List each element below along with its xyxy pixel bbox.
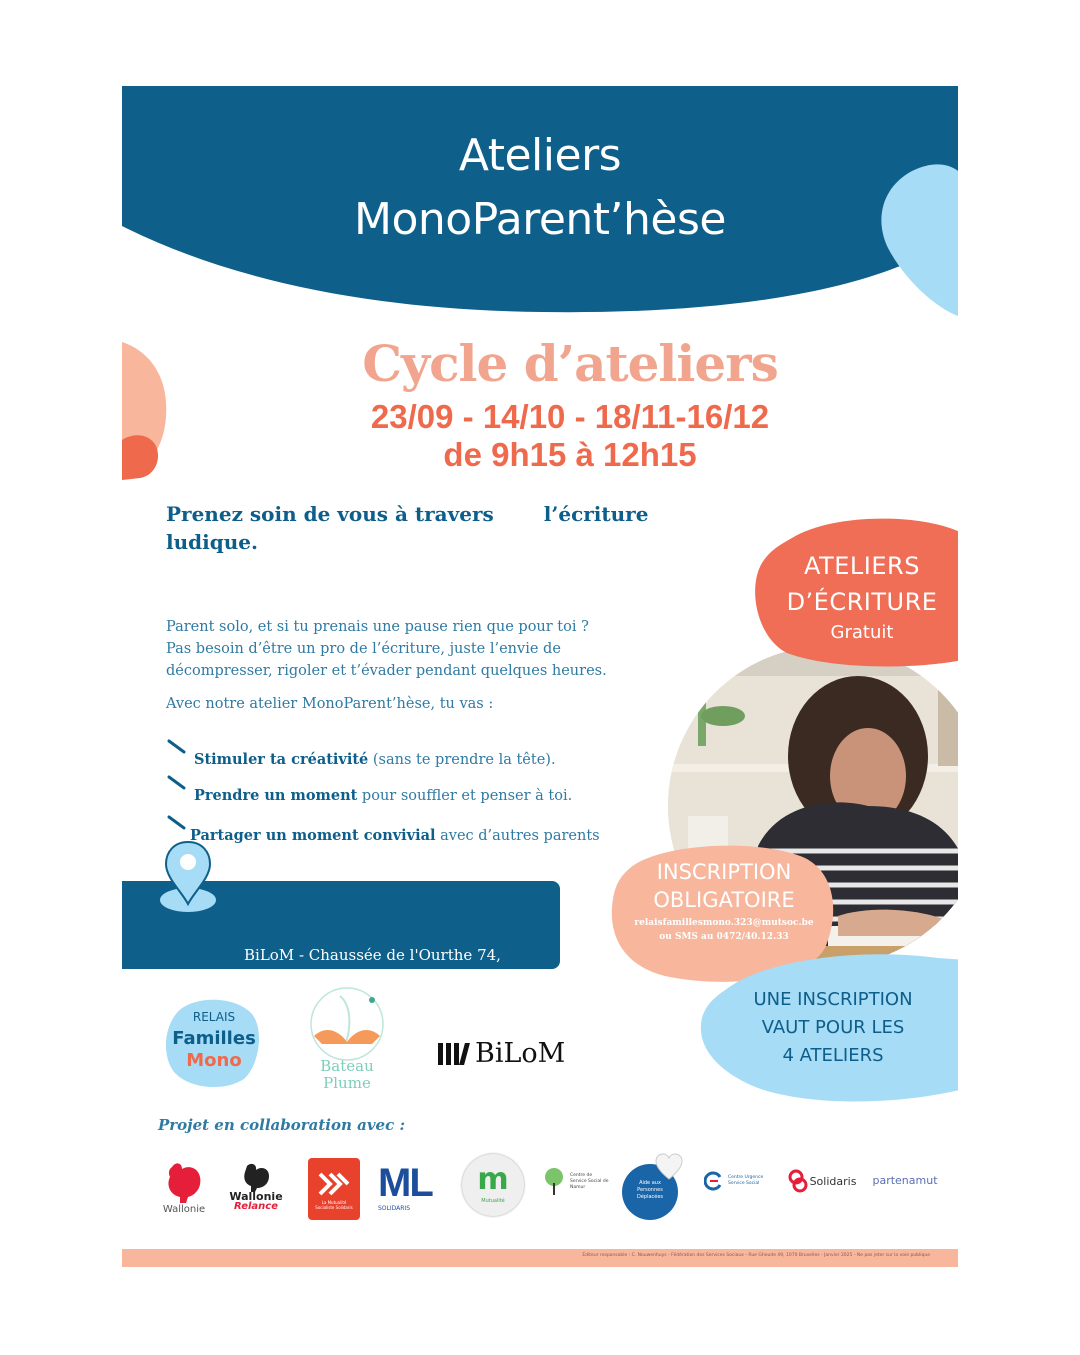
inscription-line-2: OBLIGATOIRE [653, 888, 795, 912]
dates-text: 23/09 - 14/10 - 18/11-16/12 [370, 398, 770, 435]
ateliers-ecriture-badge [752, 518, 958, 668]
intro-heading-part-3: ludique. [166, 530, 258, 554]
inscription-sms: ou SMS au 0472/40.12.33 [659, 932, 789, 942]
heart-icon [654, 1152, 684, 1182]
bilom-name: BiLoM [475, 1038, 566, 1069]
solidaris-label: Solidaris [809, 1174, 857, 1188]
bullet-rest: (sans te prendre la tête). [368, 752, 556, 768]
relais-familles-mono-logo [164, 994, 264, 1090]
pen-stroke-icon [166, 774, 188, 796]
paragraph-line: Parent solo, et si tu prenais une pause rien que pour toi ? [166, 619, 589, 635]
inscription-line-1: INSCRIPTION [656, 860, 792, 884]
paragraph-line: Pas besoin d’être un pro de l’écriture, juste l’envie de [166, 641, 561, 657]
centre-urgence-logo [702, 1166, 776, 1196]
ateliers-title [752, 548, 958, 620]
familles-text: Familles [172, 1028, 256, 1049]
map-pin-icon [158, 838, 218, 918]
wallonie-relance-label: Wallonie [229, 1190, 283, 1203]
footer-legal-text: Éditeur responsable : C. Nouwenhuys - Fédération des Services Sociaux - Rue Gheude 49, 1070 Bruxelles - Janvier 2025 - Ne pas jeter sur la voie publique [582, 1253, 930, 1258]
cycle-dates [122, 398, 958, 474]
mm-sub-label: Mutualité [481, 1198, 505, 1204]
une-inscription-text [698, 986, 958, 1070]
pen-stroke-icon [166, 814, 188, 836]
title-line-1: Ateliers [458, 130, 622, 181]
wallonie-logo [156, 1154, 212, 1220]
bullet-item [166, 804, 686, 844]
mm-letter: m [477, 1162, 509, 1197]
partenamut-logo [868, 1168, 942, 1192]
bullet-bold: Partager un moment convivial [190, 827, 436, 844]
mutualite-neutre-logo [462, 1154, 524, 1216]
bullet-bold: Prendre un moment [194, 787, 358, 804]
collaboration-label: Projet en collaboration avec : [158, 1116, 405, 1134]
bullet-rest: pour souffler et penser à toi. [357, 788, 573, 804]
page-title [122, 124, 958, 252]
bullet-list [166, 732, 686, 844]
bullet-bold: Stimuler ta créativité [194, 751, 369, 768]
inscription-contact [610, 916, 838, 944]
gratuit-label: Gratuit [830, 622, 894, 643]
intro-paragraph [166, 616, 666, 682]
title-line-2: MonoParent’hèse [354, 194, 726, 245]
rooster-icon [162, 1159, 206, 1205]
plume-text: Plume [323, 1074, 371, 1092]
une-line-2: VAUT POUR LES [761, 1017, 905, 1038]
intro-heading [166, 500, 656, 556]
bullet-item [166, 732, 686, 768]
footer-bar [122, 1249, 958, 1267]
tree-icon [542, 1167, 566, 1197]
wallonie-label: Wallonie [162, 1204, 206, 1215]
intro-heading-part-1: Prenez soin de vous à travers [166, 502, 494, 526]
relance-label: Relance [234, 1201, 278, 1212]
solidaris-logo [782, 1166, 862, 1196]
centre-service-social-logo [540, 1164, 612, 1200]
centre-service-label: Centre de Service Social de Namur [570, 1173, 609, 1190]
une-line-1: UNE INSCRIPTION [753, 989, 913, 1010]
black-rooster-icon [239, 1162, 273, 1192]
inscription-email[interactable]: relaisfamillesmono.323@mutsoc.be [634, 918, 814, 928]
bateau-text: Bateau [320, 1057, 374, 1075]
location-address: BiLoM - Chaussée de l'Ourthe 74, [244, 946, 501, 964]
ateliers-line-1: ATELIERS [804, 552, 920, 580]
ml-sub-label: SOLIDARIS [378, 1205, 411, 1212]
mutualite-mark-icon [316, 1168, 352, 1200]
poster [122, 86, 958, 1270]
pen-stroke-icon [166, 738, 188, 760]
ml-letters: ML [378, 1161, 432, 1205]
ateliers-line-2: D’ÉCRITURE [786, 588, 938, 616]
aide-personnes-deplacees-logo [620, 1154, 686, 1220]
bullets-intro: Avec notre atelier MonoParent’hèse, tu vas : [166, 696, 494, 712]
ml-solidaris-logo [378, 1158, 452, 1218]
partenamut-label: partenamut [872, 1173, 938, 1187]
inscription-title [610, 858, 838, 914]
bilom-bars-icon [438, 1043, 467, 1065]
bateau-plume-logo [302, 984, 392, 1102]
aide-personnes-label: Aide aux Personnes Déplacées [636, 1180, 664, 1200]
une-inscription-badge [698, 948, 958, 1104]
bilom-logo [438, 1038, 565, 1069]
paragraph-line: décompresser, rigoler et t’évader pendant quelques heures. [166, 663, 607, 679]
partner-logos [156, 1154, 956, 1224]
mutualite-label: La Mutualité Socialiste Solidaris [315, 1200, 353, 1210]
solidaris-mark-icon [788, 1169, 810, 1193]
une-line-3: 4 ATELIERS [782, 1045, 884, 1066]
mono-text: Mono [186, 1050, 242, 1071]
hours-text: de 9h15 à 12h15 [443, 436, 697, 473]
bullet-rest: avec d’autres parents [435, 828, 600, 844]
wallonie-relance-logo [222, 1154, 290, 1220]
centre-urgence-label: Centre Urgence Service Social [728, 1175, 764, 1186]
centre-urgence-mark-icon [704, 1171, 724, 1191]
mutualite-socialiste-logo [308, 1158, 360, 1220]
bullet-item [166, 768, 686, 804]
cycle-title: Cycle d’ateliers [362, 334, 778, 393]
relais-text: RELAIS [192, 1010, 236, 1024]
intro-heading-part-2: l’écriture [543, 502, 649, 526]
